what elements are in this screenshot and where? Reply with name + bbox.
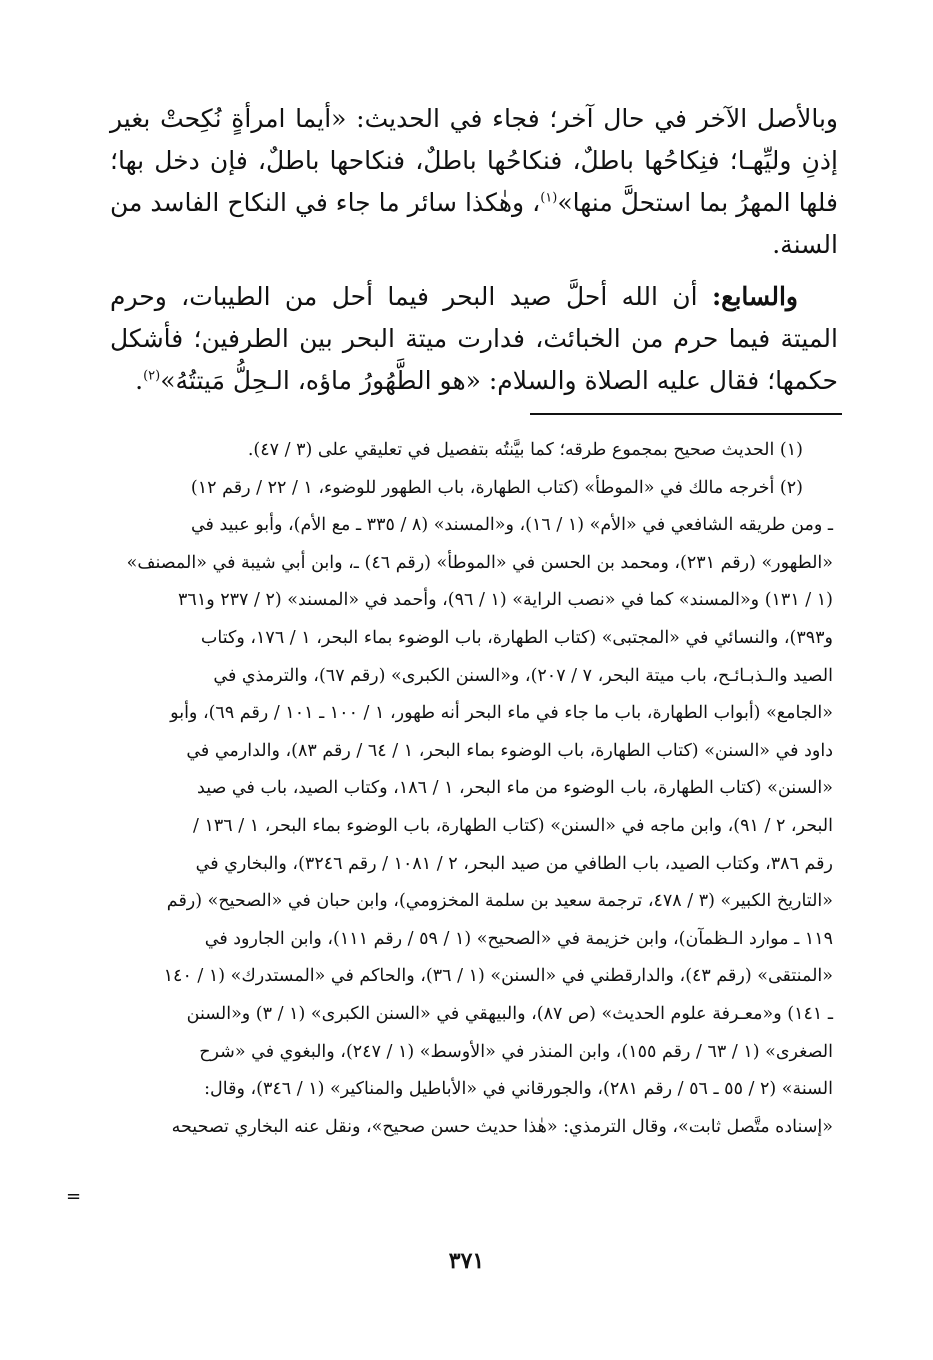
paragraph-1-tail: ، وهٰكذا سائر ما جاء في النكاح الفاسد من السنة. [110,188,838,259]
paragraph-1-text: وبالأصل الآخر في حال آخر؛ فجاء في الحديث: «أيما امرأةٍ نُكِحتْ بغير إذنِ وليِّهـا؛ فنِكاحُها باطلٌ، فنكاحُها باطلٌ، فنكاحها باطلٌ، فإن دخل بها؛ فلها المهرُ بما استحلَّ منها» [110,104,838,217]
footnote-2-line: ١١٩ ـ موارد الـظمآن)، وابن خزيمة في «الصحيح» (١ / ٥٩ / رقم ١١١)، وابن الجارود في [204,928,833,949]
main-text [110,98,838,402]
footnote-2-line: الصغرى» (١ / ٦٣ / رقم ١٥٥)، وابن المنذر في «الأوسط» (١ / ٢٤٧)، والبغوي في «شرح [199,1041,833,1062]
footnote-2-line: (٢) أخرجه مالك في «الموطأ» (كتاب الطهارة، باب الطهور للوضوء، ١ / ٢٢ / رقم ١٢) [190,477,803,498]
footnote-2-line: و٣٩٣)، والنسائي في «المجتبى» (كتاب الطهارة، باب الوضوء بماء البحر، ١ / ١٧٦، وكتاب [200,627,833,648]
footnote-2-line: ـ ومن طريقه الشافعي في «الأم» (١ / ١٦)، و«المسند» (٨ / ٣٣٥ ـ مع الأم)، وأبو عبيد في [190,515,833,536]
footnote-2-line: «السنن» (كتاب الطهارة، باب الوضوء من ماء البحر، ١ / ١٨٦، وكتاب الصيد، باب في صيد [197,778,833,799]
footnote-2-line: «المنتقى» (رقم ٤٣)، والدارقطني في «السنن» (١ / ٣٦)، والحاكم في «المستدرك» (١ / ١٤٠ [163,966,833,987]
footnote-2-line: (١ / ١٣١) و«المسند» كما في «نصب الراية» (١ / ٩٦)، وأحمد في «المسند» (٢ / ٢٣٧ و٣٦١ [178,590,833,611]
footnote-2-line: الصيد والـذبـائـح، باب ميتة البحر، ٧ / ٢٠٧)، و«السنن الكبرى» (رقم ٦٧)، والترمذي في [213,665,833,686]
footnote-2-line: ـ ١٤١) و«معـرفة علوم الحديث» (ص ٨٧)، والبيهقي في «السنن الكبرى» (١ / ٣) و«السنن [186,1003,833,1024]
footnote-2-line: «إسناده متَّصل ثابت»، وقال الترمذي: «هٰذا حديث حسن صحيح»، ونقل عنه البخاري تصحيحه [171,1116,833,1137]
footnote-2-line: رقم ٣٨٦، وكتاب الصيد، باب الطافي من صيد البحر، ٢ / ١٠٨١ / رقم ٣٢٤٦)، والبخاري في [195,853,833,874]
footnote-1: (١) الحديث صحيح بمجموع طرقه؛ كما بيَّنتُه بتفصيل في تعليقي على (٣ / ٤٧). [247,440,803,460]
footnote-2-line: «التاريخ الكبير» (٣ / ٤٧٨، ترجمة سعيد بن سلمة المخزومي)، وابن حبان في «الصحيح» (رقم [166,891,833,912]
paragraph-2-lead: والسابع: [711,282,798,311]
footnote-2-line: السنة» (٢ / ٥٥ ـ ٥٦ / رقم ٢٨١)، والجورقاني في «الأباطيل والمناكير» (١ / ٣٤٦)، وقال: [204,1079,833,1100]
footnotes [105,432,833,1146]
footnote-2-line: «الطهور» (رقم ٢٣١)، ومحمد بن الحسن في «الموطأ» (رقم ٤٦) ـ، وابن أبي شيبة في «المصنف» [126,552,833,573]
page-number: ٣٧١ [448,1248,485,1274]
footnote-separator [530,413,842,415]
footnote-ref-2: (٢) [143,368,161,384]
paragraph-2-text: أن الله أحلَّ صيد البحر فيما أحل من الطيبات، وحرم الميتة فيما حرم من الخبائث، فدارت ميتة البحر بين الطرفين؛ فأشكل حكمها؛ فقال عليه الصلاة والسلام: «هو الطَّهُورُ ماؤه، الـحِلُّ مَيتتُهُ» [110,282,838,395]
paragraph-2 [110,276,838,402]
paragraph-1 [110,98,838,266]
continuation-mark: = [66,1186,82,1207]
paragraph-2-end: . [135,366,144,395]
footnote-2-line: «الجامع» (أبواب الطهارة، باب ما جاء في ماء البحر أنه طهور، ١ / ١٠٠ ـ ١٠١ / رقم ٦٩)، وأبو [170,703,833,724]
footnote-2-line: داود في «السنن» (كتاب الطهارة، باب الوضوء بماء البحر، ١ / ٦٤ / رقم ٨٣)، والدارمي في [186,740,833,761]
footnote-ref-1: (١) [540,190,558,206]
footnote-2-line: البحر، ٢ / ٩١)، وابن ماجه في «السنن» (كتاب الطهارة، باب الوضوء بماء البحر، ١ / ١٣٦ / [193,815,833,836]
